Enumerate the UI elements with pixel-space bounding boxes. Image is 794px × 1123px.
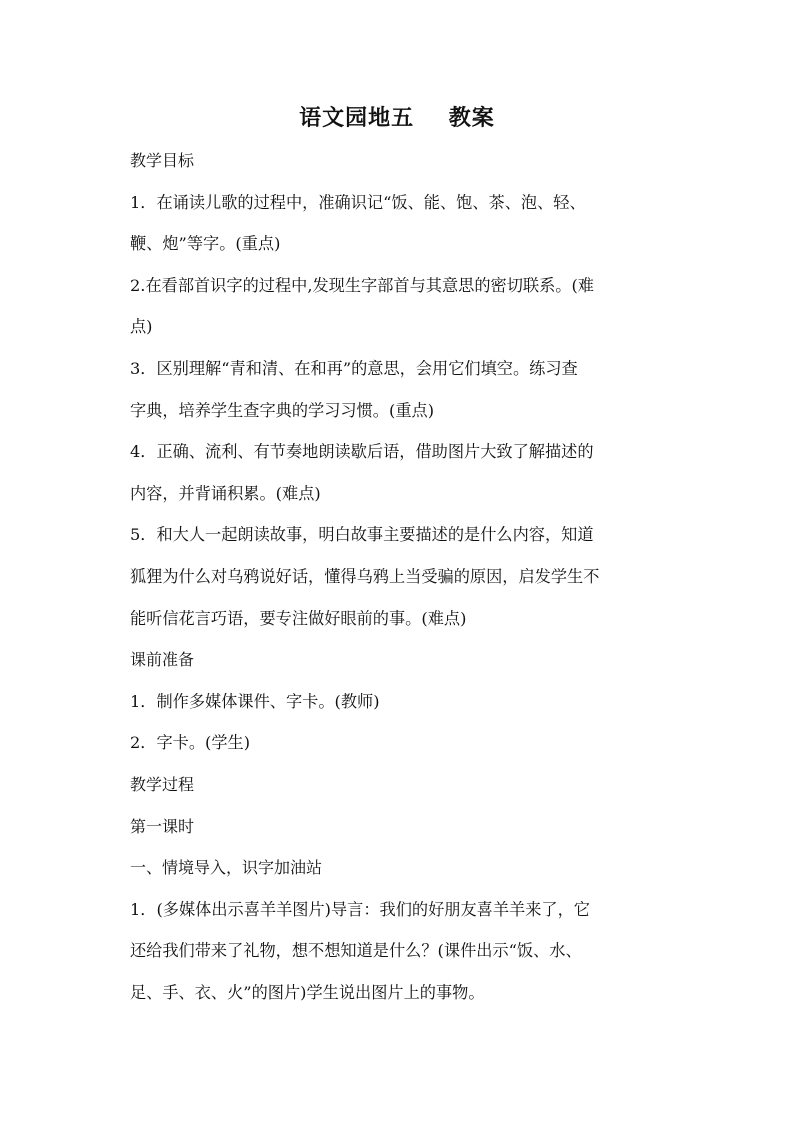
body-line: 能听信花言巧语，要专注做好眼前的事。(难点) [130,608,467,628]
section-heading-first-lesson: 第一课时 [130,816,195,836]
section-heading-process: 教学过程 [130,774,195,794]
section-heading-objectives: 教学目标 [130,151,195,170]
body-line: 3．区别理解“青和清、在和再”的意思，会用它们填空。练习查 [130,358,578,378]
body-line: 狐狸为什么对乌鸦说好话，懂得乌鸦上当受骗的原因，启发学生不 [130,566,600,586]
body-line: 点) [130,317,153,337]
body-line: 还给我们带来了礼物，想不想知道是什么？(课件出示“饭、水、 [130,941,582,961]
body-line: 4．正确、流利、有节奏地朗读歇后语，借助图片大致了解描述的 [130,442,594,462]
body-line: 1．在诵读儿歌的过程中，准确识记“饭、能、饱、茶、泡、轻、 [130,192,586,212]
body-line: 1．制作多媒体课件、字卡。(教师) [130,691,380,711]
body-line: 2.在看部首识字的过程中,发现生字部首与其意思的密切联系。(难 [130,275,594,295]
body-line: 内容，并背诵积累。(难点) [130,483,321,503]
body-line: 字典，培养学生查字典的学习习惯。(重点) [130,400,435,420]
document-title: 语文园地五 教案 [299,105,495,131]
section-heading-preparation: 课前准备 [130,650,195,670]
body-line: 鞭、炮”等字。(重点) [130,234,281,254]
body-line: 足、手、衣、火”的图片)学生说出图片上的事物。 [130,982,485,1002]
section-heading-intro: 一、情境导入，识字加油站 [130,858,323,878]
document-body [130,140,668,1013]
body-line: 2．字卡。(学生) [130,733,251,753]
body-line: 5．和大人一起朗读故事，明白故事主要描述的是什么内容，知道 [130,525,594,545]
body-line: 1．(多媒体出示喜羊羊图片)导言：我们的好朋友喜羊羊来了，它 [130,899,590,919]
